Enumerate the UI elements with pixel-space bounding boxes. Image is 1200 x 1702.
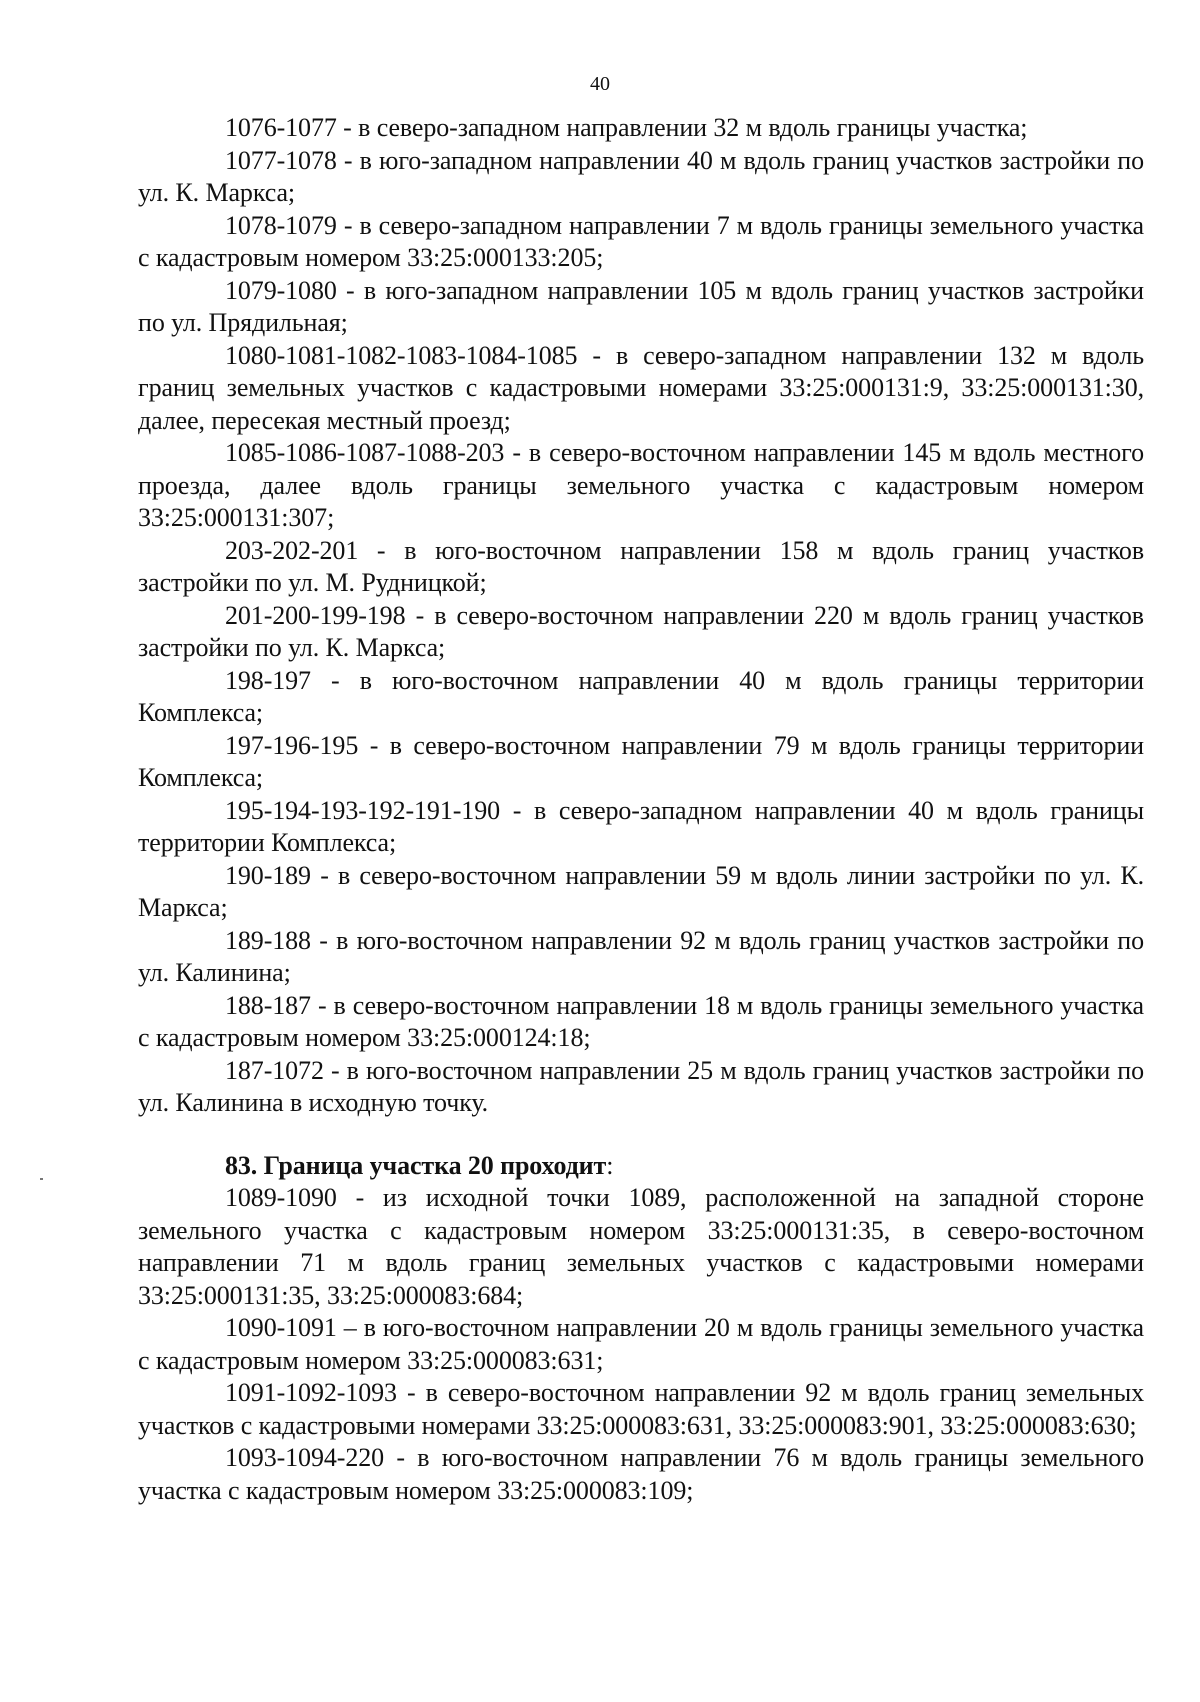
- section-spacer: [138, 1120, 1144, 1150]
- boundary-segment: 190-189 - в северо-восточном направлении 59 м вдоль линии застройки по ул. К. Маркса;: [138, 860, 1144, 922]
- boundary-segment: 189-188 - в юго-восточном направлении 92 м вдоль границ участков застройки по ул. Калинина;: [138, 925, 1144, 987]
- section-heading-colon: :: [606, 1150, 614, 1180]
- boundary-segment: 1093-1094-220 - в юго-восточном направлении 76 м вдоль границы земельного участка с кадастровым номером 33:25:000083:109;: [138, 1443, 1144, 1505]
- boundary-segment: 203-202-201 - в юго-восточном направлении 158 м вдоль границ участков застройки по ул. М. Рудницкой;: [138, 535, 1144, 597]
- boundary-segment: 1089-1090 - из исходной точки 1089, расположенной на западной стороне земельного участка с кадастровым номером 33:25:000131:35, в северо-восточном направлении 71 м вдоль границ земельных участков с кадастровыми номерами 33:25:000131:35, 33:25:000083:684;: [138, 1183, 1144, 1310]
- boundary-segment: 1077-1078 - в юго-западном направлении 40 м вдоль границ участков застройки по ул. К. Маркса;: [138, 145, 1144, 207]
- boundary-segment: 188-187 - в северо-восточном направлении 18 м вдоль границы земельного участка с кадастровым номером 33:25:000124:18;: [138, 990, 1144, 1052]
- boundary-segment: 197-196-195 - в северо-восточном направлении 79 м вдоль границы территории Комплекса;: [138, 730, 1144, 792]
- boundary-segment: 1076-1077 - в северо-западном направлении 32 м вдоль границы участка;: [225, 113, 1028, 142]
- boundary-segment: 187-1072 - в юго-восточном направлении 25 м вдоль границ участков застройки по ул. Калинина в исходную точку.: [138, 1055, 1144, 1117]
- boundary-segment: 1085-1086-1087-1088-203 - в северо-восточном направлении 145 м вдоль местного проезда, далее вдоль границы земельного участка с кадастровым номером 33:25:000131:307;: [138, 438, 1144, 532]
- boundary-segment: 1080-1081-1082-1083-1084-1085 - в северо-западном направлении 132 м вдоль границ земельных участков с кадастровыми номерами 33:25:000131:9, 33:25:000131:30, далее, пересекая местный проезд;: [138, 340, 1144, 435]
- boundary-segment: 201-200-199-198 - в северо-восточном направлении 220 м вдоль границ участков застройки по ул. К. Маркса;: [138, 600, 1144, 662]
- section-heading: [138, 1150, 1144, 1183]
- page-number: 40: [590, 73, 610, 95]
- boundary-segment: 1079-1080 - в юго-западном направлении 105 м вдоль границ участков застройки по ул. Прядильная;: [138, 275, 1144, 337]
- boundary-segment: 1091-1092-1093 - в северо-восточном направлении 92 м вдоль границ земельных участков с кадастровыми номерами 33:25:000083:631, 33:25:000083:901, 33:25:000083:630;: [138, 1378, 1144, 1440]
- boundary-segment: 198-197 - в юго-восточном направлении 40 м вдоль границы территории Комплекса;: [138, 665, 1144, 727]
- section-heading-text: 83. Граница участка 20 проходит: [225, 1150, 607, 1180]
- scan-mark: [40, 1178, 43, 1180]
- boundary-segment: 1090-1091 – в юго-восточном направлении 20 м вдоль границы земельного участка с кадастровым номером 33:25:000083:631;: [138, 1313, 1144, 1375]
- document-body: [138, 112, 1144, 1507]
- boundary-segment: 195-194-193-192-191-190 - в северо-западном направлении 40 м вдоль границы территории Комплекса;: [138, 795, 1144, 857]
- boundary-segment: 1078-1079 - в северо-западном направлении 7 м вдоль границы земельного участка с кадастровым номером 33:25:000133:205;: [138, 210, 1144, 272]
